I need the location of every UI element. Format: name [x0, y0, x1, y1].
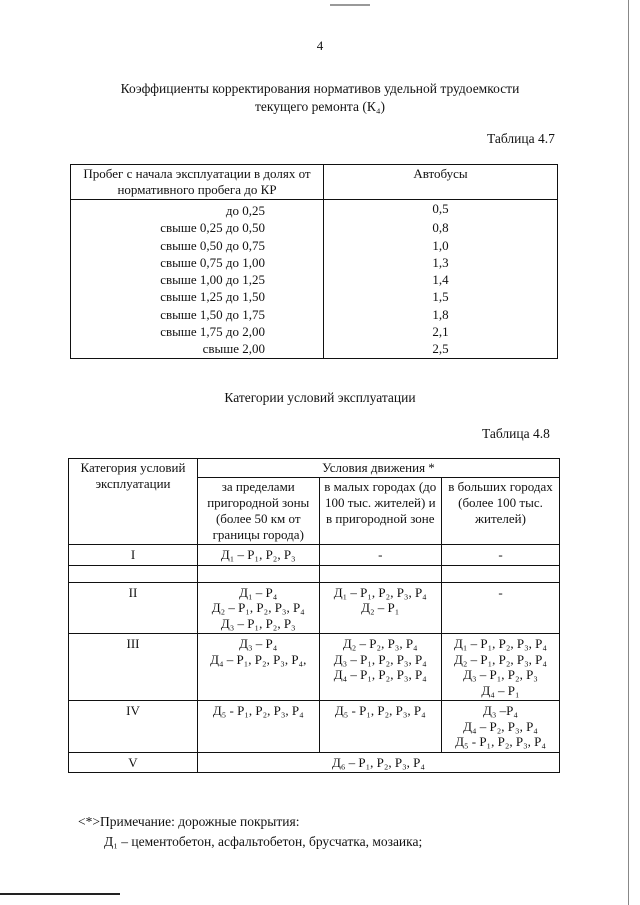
row-spacer: [69, 565, 560, 582]
table-4-7: [70, 164, 558, 359]
table-row: [71, 237, 558, 254]
table-row: [71, 271, 558, 288]
conditions-line: Д₄ – Р₁: [481, 682, 520, 698]
note-line: Д₁ – цементобетон, асфальтобетон, брусчатка, мозаика;: [104, 834, 423, 849]
page-number: 4: [316, 38, 324, 53]
conditions-line: Д₁ – Р₁, Р₂, Р₃, Р₄: [454, 636, 547, 651]
conditions-cell: [319, 701, 441, 753]
table-header-row: [71, 165, 558, 200]
table-row: [71, 306, 558, 323]
conditions-line: -: [378, 547, 383, 562]
document-title: [70, 80, 570, 116]
coefficient-cell: 1,0: [324, 237, 558, 254]
conditions-line: Д₂ – Р₁, Р₂, Р₃, Р₄: [454, 651, 547, 667]
conditions-line: Д₁ – Р₁, Р₂, Р₃, Р₄: [333, 584, 427, 600]
mileage-range-cell: свыше 0,75 до 1,00: [71, 254, 324, 271]
conditions-line: Д₃ –Р₄: [483, 703, 518, 718]
category-cell: I: [69, 545, 198, 566]
conditions-line: Д₅ - Р₁, Р₂, Р₃, Р₄: [212, 703, 304, 718]
coefficient-cell: 0,5: [324, 200, 558, 220]
spacer-cell: [319, 565, 441, 582]
table-row: [69, 545, 560, 566]
coefficient-cell: 1,3: [324, 254, 558, 271]
conditions-cell: Д₆ – Р₁, Р₂, Р₃, Р₄: [197, 752, 559, 773]
mileage-range-cell: до 0,25: [71, 200, 324, 220]
category-cell: V: [69, 752, 198, 773]
conditions-cell: [197, 634, 319, 701]
table-row: [69, 582, 560, 634]
coefficient-cell: 1,4: [324, 271, 558, 288]
table-row: [69, 634, 560, 701]
mileage-range-cell: свыше 1,25 до 1,50: [71, 288, 324, 305]
table-row: [71, 254, 558, 271]
conditions-line: Д₂ – Р₁: [361, 600, 400, 615]
table-4-7-label: Таблица 4.7: [487, 131, 555, 146]
header-outside-suburban: за пределами пригородной зоны (более 50 км от границы города): [197, 478, 319, 545]
conditions-line: Д₃ – Р₁, Р₂, Р₃: [463, 667, 538, 682]
conditions-line: Д₂ – Р₂, Р₃, Р₄: [342, 636, 418, 651]
conditions-line: Д₅ - Р₁, Р₂, Р₃, Р₄: [334, 703, 426, 718]
table-row: [71, 219, 558, 236]
conditions-line: Д₄ – Р₂, Р₃, Р₄: [463, 718, 538, 734]
scan-artifact: [330, 4, 370, 6]
table-header-row: [69, 459, 560, 478]
conditions-line: Д₃ – Р₄: [239, 636, 278, 651]
conditions-cell: [197, 582, 319, 634]
conditions-cell: [441, 545, 559, 566]
mileage-range-cell: свыше 2,00: [71, 340, 324, 358]
mileage-range-cell: свыше 1,50 до 1,75: [71, 306, 324, 323]
conditions-line: -: [498, 547, 503, 562]
table-4-7-body: [71, 200, 558, 359]
table-row: [71, 288, 558, 305]
conditions-line: Д₂ – Р₁, Р₂, Р₃, Р₄: [211, 600, 305, 615]
category-cell: III: [69, 634, 198, 701]
conditions-cell: [197, 545, 319, 566]
title-line-1: Коэффициенты корректирования нормативов удельной трудоемкости: [120, 81, 520, 96]
coefficient-cell: 0,8: [324, 219, 558, 236]
conditions-cell: [441, 582, 559, 634]
table-row: [69, 701, 560, 753]
spacer-cell: [441, 565, 559, 582]
conditions-line: Д₁ – Р₄: [239, 584, 278, 600]
category-cell: IV: [69, 701, 198, 753]
conditions-cell: [441, 701, 559, 753]
table-4-8-body: [69, 545, 560, 753]
coefficient-cell: 1,8: [324, 306, 558, 323]
coefficient-cell: 2,5: [324, 340, 558, 358]
table-row: [69, 752, 560, 773]
mileage-range-cell: свыше 0,25 до 0,50: [71, 219, 324, 236]
table-row: [71, 340, 558, 358]
header-category: Категория условий эксплуатации: [69, 459, 198, 545]
header-buses: Автобусы: [324, 165, 558, 200]
conditions-line: Д₄ – Р₁, Р₂, Р₃, Р₄,: [210, 651, 307, 667]
conditions-line: -: [498, 584, 503, 600]
table-row: [71, 323, 558, 340]
footer-rule: [0, 893, 120, 895]
conditions-line: Д₅ - Р₁, Р₂, Р₃, Р₄: [455, 734, 546, 749]
spacer-cell: [197, 565, 319, 582]
conditions-cell: [319, 582, 441, 634]
coefficient-cell: 2,1: [324, 323, 558, 340]
conditions-cell: [441, 634, 559, 701]
header-big-cities: в больших городах (более 100 тыс. жителей): [441, 478, 559, 545]
header-small-cities: в малых городах (до 100 тыс. жителей) и в пригородной зоне: [319, 478, 441, 545]
conditions-cell: [319, 634, 441, 701]
mileage-range-cell: свыше 1,00 до 1,25: [71, 271, 324, 288]
conditions-line: Д₄ – Р₁, Р₂, Р₃, Р₄: [333, 667, 427, 682]
coefficient-cell: 1,5: [324, 288, 558, 305]
mileage-range-cell: свыше 0,50 до 0,75: [71, 237, 324, 254]
header-mileage: Пробег с начала эксплуатации в долях от нормативного пробега до КР: [71, 165, 324, 200]
note-heading: <*>Примечание: дорожные покрытия:: [78, 814, 300, 829]
conditions-cell: [319, 545, 441, 566]
conditions-cell: [197, 701, 319, 753]
spacer-cell: [69, 565, 198, 582]
category-cell: II: [69, 582, 198, 634]
page-edge-line: [628, 0, 629, 905]
conditions-line: Д₁ – Р₁, Р₂, Р₃: [220, 547, 296, 562]
conditions-line: Д₃ – Р₁, Р₂, Р₃: [220, 615, 296, 631]
table-4-8: [68, 458, 560, 773]
table-4-8-label: Таблица 4.8: [482, 426, 550, 441]
title-line-2: текущего ремонта (К₄): [254, 99, 386, 114]
conditions-line: Д₃ – Р₁, Р₂, Р₃, Р₄: [333, 651, 427, 667]
table-row: [71, 200, 558, 220]
mileage-range-cell: свыше 1,75 до 2,00: [71, 323, 324, 340]
header-conditions: Условия движения *: [197, 459, 559, 478]
section-subtitle: Категории условий эксплуатации: [224, 390, 416, 405]
